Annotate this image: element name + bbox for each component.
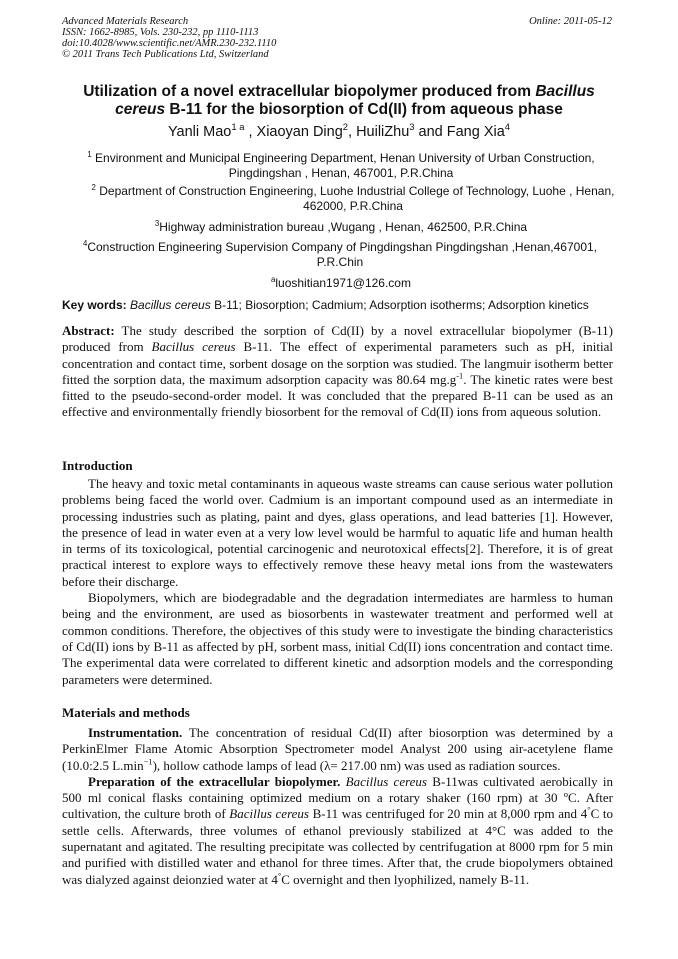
methods-text: C to settle cells. Afterwards, three volumes of ethanol previously stabilized at 4°C was added to the supernatant and agitated. The resulting precipitate was collected by centrifugation at 8000 rpm for 5 min and purified with distilled water and ethanol for three times. After that, the crude biopolymers obtained was dialyzed against deionzied water at 4: [62, 806, 614, 887]
methods-sup: °: [587, 805, 591, 816]
author-1: Yanli Mao: [167, 124, 232, 140]
abstract: [62, 323, 613, 421]
journal-header: [62, 16, 482, 60]
keywords-text: B-11; Biosorption; Cadmium; Adsorption isotherms; Adsorption kinetics: [210, 298, 589, 312]
author-3-sup: 3: [409, 121, 415, 133]
affiliation-text: Highway administration bureau ,Wugang , Henan, 462500, P.R.China: [159, 220, 528, 234]
intro-heading: Introduction: [62, 458, 133, 473]
author-list: [60, 121, 618, 140]
author-sep: ,: [348, 124, 357, 140]
journal-doi: doi:10.4028/www.scientific.net/AMR.230-232.1110: [62, 38, 277, 49]
affiliation-1: [70, 151, 612, 181]
affiliation-text: Department of Construction Engineering, Luohe Industrial College of Technology, Luohe , Henan, 462000, P.R.China: [95, 184, 615, 213]
methods-italic: Bacillus cereus: [345, 773, 427, 789]
keywords-italic: Bacillus cereus: [130, 298, 211, 312]
abstract-text: . The kinetic rates were best fitted to the pseudo-second-order model. It was concluded that the prepared B-11 can be used as an effective and environmentally friendly biosorbent for the removal of Cd(II) ions from aqueous solution.: [62, 371, 613, 420]
online-date: Online: 2011-05-12: [529, 16, 612, 27]
abstract-text: B-11. The effect of experimental parameters such as pH, initial concentration and contact time, sorbent dosage on the sorption was studied. The langmuir isotherm better fitted the sorption data, the maximum adsorption capacity was 80.64 mg.g: [62, 339, 614, 387]
methods-text: The concentration of residual Cd(II) after biosorption was determined by a PerkinElmer Flame Atomic Absorption Spectrometer model Analyst 200 using air-acetylene flame (10.0:2.5 L.min: [62, 725, 613, 773]
methods-sup: −1: [143, 756, 153, 767]
affiliation-sup: 3: [154, 219, 160, 228]
intro-paragraph-1: The heavy and toxic metal contaminants in aqueous waste streams can cause serious water pollution problems being faced the world over. Cadmium is an important compound used as an intermediate in processing industries such as plating, paint and dyes, glass operations, and lead batteries [1]. However, the presence of lead in water even at a very low level would be harmful to aquatic life and human health in terms of its toxicological, potential carcinogenic and neurotoxical effects[2]. Therefore, it is of great practical interest to explore ways to effectively remove these heavy metal ions from the wastewaters before their discharge.: [62, 476, 613, 589]
affiliation-text: Environment and Municipal Engineering Department, Henan University of Urban Construction, Pingdingshan , Henan, 467001, P.R.China: [91, 151, 595, 180]
affiliation-3: [70, 220, 612, 235]
affiliation-4: [62, 240, 618, 270]
author-sep: ,: [244, 124, 257, 140]
methods-paragraph-1: [62, 725, 613, 774]
paper-title: [60, 83, 618, 119]
affiliation-text: Construction Engineering Supervision Company of Pingdingshan Pingdingshan ,Henan,467001, P.R.Chin: [87, 240, 598, 269]
author-4: Fang Xia: [446, 124, 505, 140]
affiliation-sup: a: [271, 275, 276, 284]
methods-body: [62, 725, 613, 888]
title-text-2: B-11 for the biosorption of Cd(II) from aqueous phase: [165, 101, 563, 118]
methods-text: B-11 was centrifuged for 20 min at 8,000 rpm and 4: [309, 806, 588, 822]
intro-paragraph-2: Biopolymers, which are biodegradable and the degradation intermediates are harmless to human being and the environment, are used as biosorbents in wastewater treatment and performed well at common conditions. Therefore, the objectives of this study were to investigate the binding characteristics of Cd(II) ions by B-11 as affected by pH, sorbent mass, initial Cd(II) ions concentration and contact time. The experimental data were correlated to different kinetic and adsorption models and the corresponding parameters were determined.: [62, 590, 613, 687]
methods-heading: Materials and methods: [62, 705, 190, 720]
methods-text: B-11was cultivated aerobically in 500 ml conical flasks containing optimized medium on a rotary shaker (160 rpm) at 30 ºC. After cultivation, the culture broth of: [62, 773, 613, 822]
author-4-sup: 4: [504, 121, 511, 133]
affiliation-sup: 2: [91, 183, 96, 192]
affiliation-2: [88, 184, 618, 214]
affiliation-sup: 4: [82, 239, 88, 248]
preparation-label: Preparation of the extracellular biopolymer.: [88, 773, 341, 789]
intro-body: [62, 476, 613, 688]
abstract-label: Abstract:: [62, 323, 115, 338]
abstract-text: The study described the sorption of Cd(II) by a novel extracellular biopolymer (B-11) produced from: [62, 323, 613, 355]
contact-email: [70, 276, 612, 291]
keywords: [62, 298, 622, 313]
author-sep: and: [414, 124, 447, 140]
methods-italic: Bacillus cereus: [229, 806, 309, 822]
methods-text: ), hollow cathode lamps of lead (λ= 217.00 nm) was used as radiation sources.: [152, 757, 561, 773]
author-2: Xiaoyan Ding: [256, 124, 343, 140]
title-italic: Bacillus cereus: [115, 83, 595, 118]
title-text: Utilization of a novel extracellular biopolymer produced from: [83, 83, 536, 100]
author-1-sup: 1 a: [231, 121, 245, 133]
methods-sup: °: [277, 870, 282, 881]
affiliation-sup: 1: [87, 150, 92, 159]
methods-paragraph-2: [62, 774, 613, 888]
instrumentation-label: Instrumentation.: [88, 725, 183, 740]
journal-issn: ISSN: 1662-8985, Vols. 230-232, pp 1110-1113: [62, 27, 259, 38]
author-3: HuiliZhu: [356, 124, 410, 140]
journal-copyright: © 2011 Trans Tech Publications Ltd, Switzerland: [62, 49, 269, 60]
author-2-sup: 2: [342, 121, 349, 133]
abstract-italic: Bacillus cereus: [151, 339, 236, 355]
email-text: luoshitian1971@126.com: [275, 276, 411, 290]
keywords-label: Key words:: [62, 298, 127, 312]
journal-name: Advanced Materials Research: [62, 16, 189, 27]
methods-text: C overnight and then lyophilized, namely B-11.: [281, 871, 530, 887]
abstract-sup: -1: [456, 370, 464, 381]
